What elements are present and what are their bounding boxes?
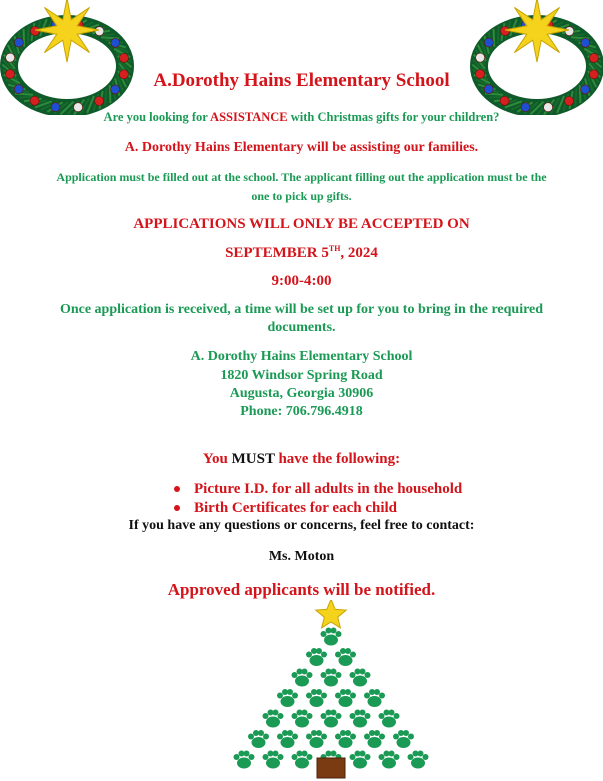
approval-notice: Approved applicants will be notified. (167, 580, 436, 599)
list-item: Birth Certificates for each child (170, 499, 500, 518)
street-address: 1820 Windsor Spring Road (220, 368, 383, 383)
list-item: Picture I.D. for all adults in the household (170, 480, 500, 499)
phone-number: Phone: 706.796.4918 (240, 404, 363, 419)
city-state-zip: Augusta, Georgia 30906 (229, 386, 374, 401)
contact-name: Ms. Moton (268, 549, 335, 564)
school-name: A. Dorothy Hains Elementary School (190, 349, 413, 364)
bullet-icon (174, 505, 180, 511)
contact-prompt: If you have any questions or concerns, feel free to contact: (128, 518, 475, 533)
wreath-icon (0, 0, 135, 115)
application-time: 9:00-4:00 (271, 273, 332, 289)
received-line-1: Once application is received, a time will be set up for you to bring in the required (59, 302, 544, 317)
wreath-icon (470, 0, 603, 115)
instructions-line-2: one to pick up gifts. (251, 189, 352, 203)
page-title: A.Dorothy Hains Elementary School (153, 70, 450, 91)
instructions-line-1: Application must be filled out at the school. The applicant filling out the application must be the (56, 170, 547, 184)
received-line-2: documents. (267, 320, 336, 335)
assisting-statement: A. Dorothy Hains Elementary will be assisting our families. (124, 140, 479, 155)
application-date: SEPTEMBER 5TH, 2024 (225, 244, 378, 261)
accepted-on-heading: APPLICATIONS WILL ONLY BE ACCEPTED ON (133, 216, 470, 232)
christmas-tree-icon (226, 600, 436, 780)
requirements-heading: You MUST have the following: (202, 451, 401, 467)
requirements-list (170, 480, 500, 518)
bullet-icon (174, 486, 180, 492)
assistance-question: Are you looking for ASSISTANCE with Christmas gifts for your children? (103, 110, 500, 124)
